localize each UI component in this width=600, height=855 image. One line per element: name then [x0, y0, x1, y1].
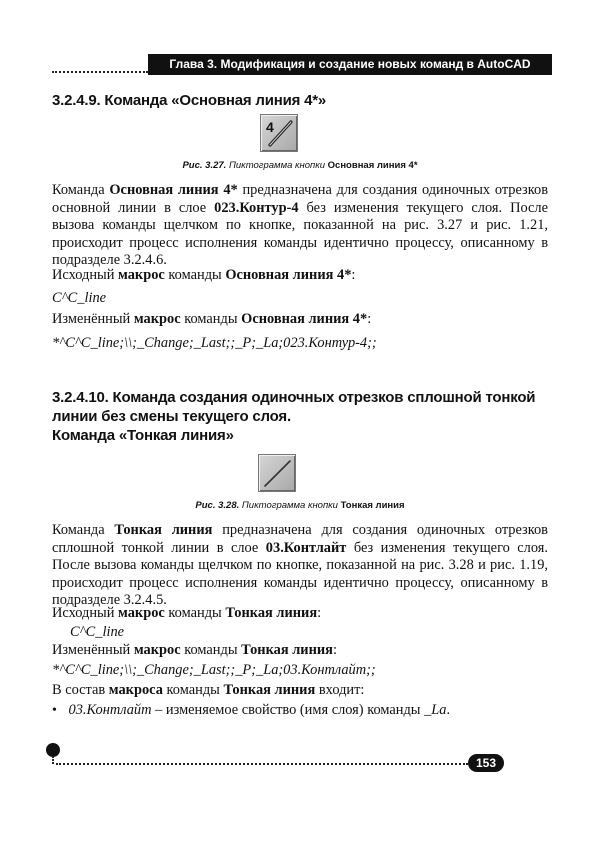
bullet-icon: •: [52, 703, 57, 718]
pencil-line-icon: [261, 115, 297, 151]
page-number: 153: [468, 754, 504, 772]
list-item: • 03.Контлайт – изменяемое свойство (имя слоя) команды _La.: [52, 702, 451, 718]
section-heading-3-2-4-10: 3.2.4.10. Команда создания одиночных отрезков сплошной тонкой линии без смены текущего слоя. Команда «Тонкая линия»: [52, 389, 536, 444]
macro-composition-label: В состав макроса команды Тонкая линия входит:: [52, 682, 365, 698]
figure-caption-3-27: Рис. 3.27. Пиктограмма кнопки Основная линия 4*: [182, 160, 418, 171]
chapter-header: Глава 3. Модификация и создание новых команд в AutoCAD: [148, 54, 552, 75]
section1-source-macro-label: Исходный макрос команды Основная линия 4*:: [52, 267, 356, 283]
figure-caption-3-28: Рис. 3.28. Пиктограмма кнопки Тонкая линия: [195, 500, 405, 511]
section2-source-macro-label: Исходный макрос команды Тонкая линия:: [52, 605, 322, 621]
section1-source-macro-code: C^C_line: [52, 290, 107, 306]
section2-source-macro-code: C^C_line: [70, 624, 125, 640]
section2-modified-macro-label: Изменённый макрос команды Тонкая линия:: [52, 642, 337, 658]
header-dotted-rule: [52, 71, 148, 73]
footer-dot-icon: [46, 743, 60, 757]
section1-modified-macro-label: Изменённый макрос команды Основная линия 4*:: [52, 311, 372, 327]
section2-modified-macro-code: *^C^C_line;\\;_Change;_Last;;_P;_La;03.Контлайт;;: [52, 662, 376, 678]
thin-pencil-line-icon: [259, 455, 295, 491]
main-line-4-icon: [260, 114, 298, 152]
thin-line-icon: [258, 454, 296, 492]
section2-paragraph: Команда Тонкая линия предназначена для создания одиночных отрезков сплошной тонкой линии в слое 03.Контлайт без изменения текущего слоя. После вызова команды щелчком по кнопке, показанной на рис. 3.28 и рис. 1.19, происходит процесс исполнения команды идентично процессу, описанному в подразделе 3.2.4.5.: [52, 522, 548, 609]
section-heading-3-2-4-9: 3.2.4.9. Команда «Основная линия 4*»: [52, 92, 327, 109]
section1-paragraph: Команда Основная линия 4* предназначена для создания одиночных отрезков основной линии в слое 023.Контур-4 без изменения текущего слоя. После вызова команды щелчком по кнопке, показанной на рис. 3.27 и рис. 1.21, происходит процесс исполнения команды идентично процессу, описанному в подразделе 3.2.4.6.: [52, 182, 548, 269]
footer-dotted-rule: [56, 763, 468, 765]
section1-modified-macro-code: *^C^C_line;\\;_Change;_Last;;_P;_La;023.Контур-4;;: [52, 335, 377, 351]
svg-text:4: 4: [266, 119, 274, 135]
